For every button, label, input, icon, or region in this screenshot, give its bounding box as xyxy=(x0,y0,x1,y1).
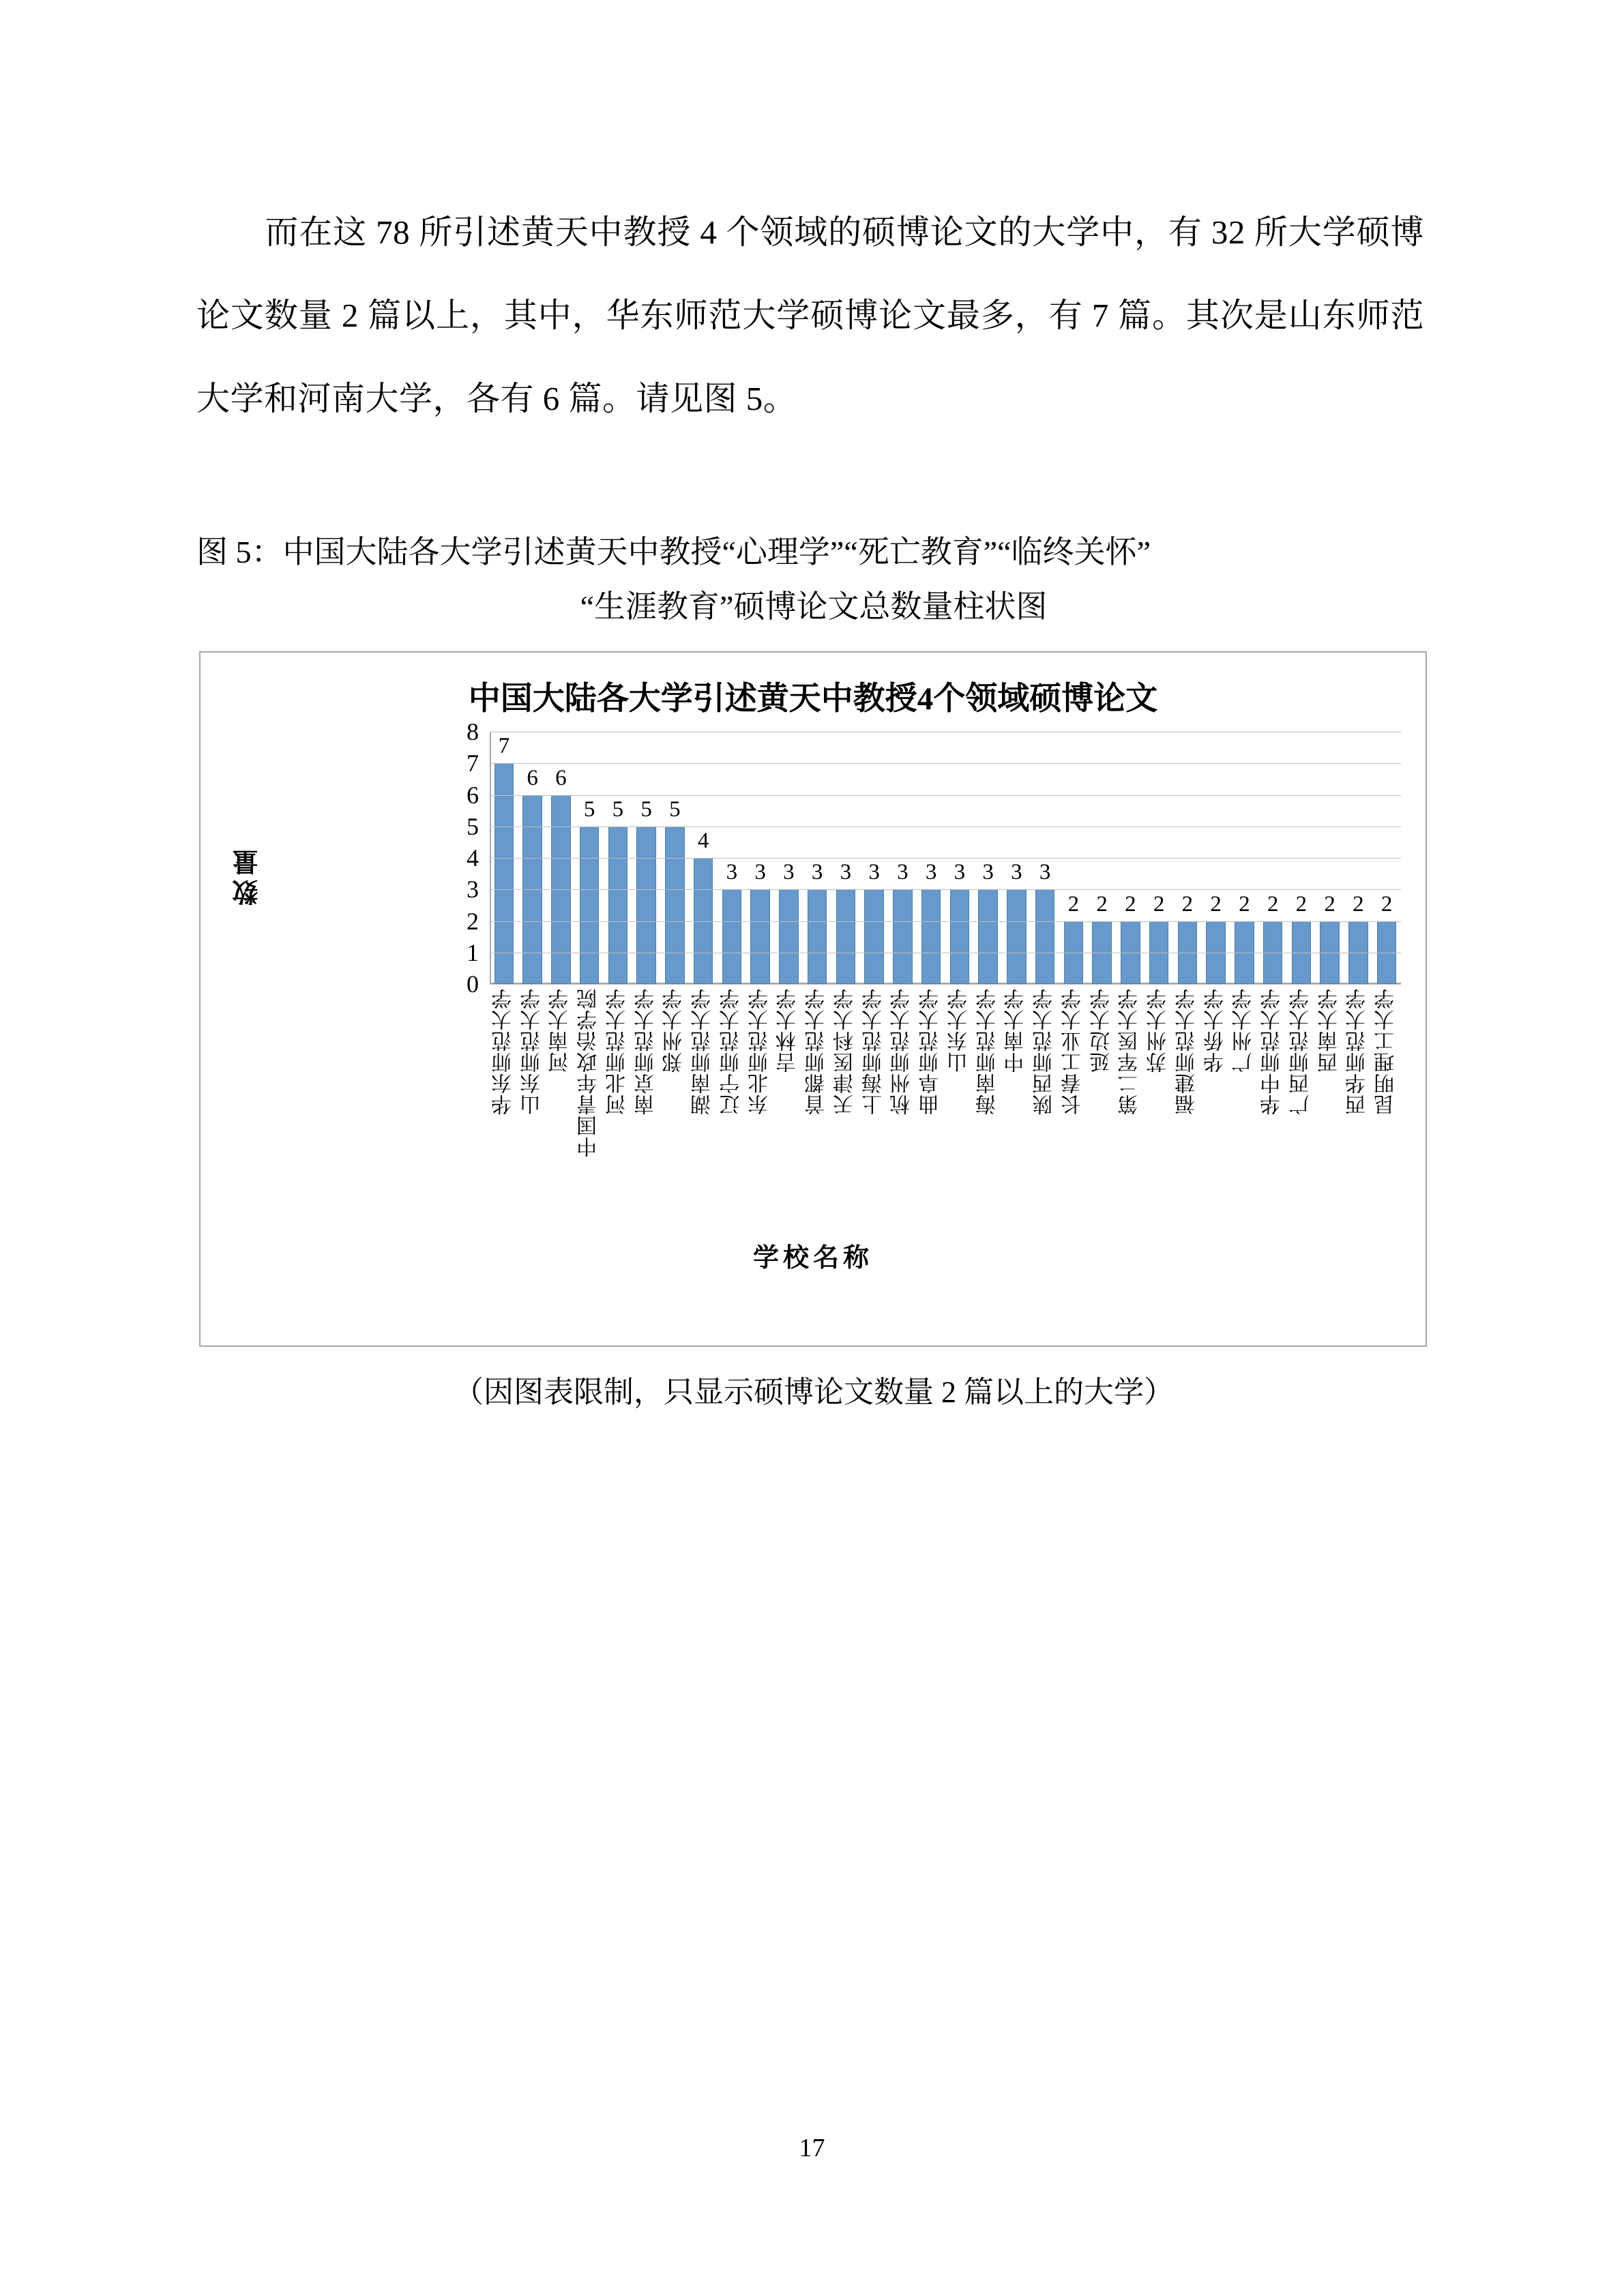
bar xyxy=(722,889,741,984)
x-axis-tick-text: 上海师范大学 xyxy=(862,988,885,1115)
x-axis-tick-text: 华东师范大学 xyxy=(492,988,515,1115)
x-axis-tick-text: 第二军医大学 xyxy=(1119,988,1142,1115)
x-axis-tick-label xyxy=(1287,988,1316,1213)
bar-value-label: 3 xyxy=(811,860,823,885)
bar xyxy=(893,889,912,984)
bar-value-label: 3 xyxy=(1039,860,1051,885)
x-axis-tick-label xyxy=(632,988,661,1213)
x-axis-tick-label xyxy=(945,988,974,1213)
x-axis-tick-text: 福建师范大学 xyxy=(1175,988,1198,1115)
x-axis-tick-text: 海南师范大学 xyxy=(976,988,999,1115)
y-axis-tick-label: 3 xyxy=(467,876,479,904)
x-axis-tick-text: 中国青年政治学院 xyxy=(578,988,601,1157)
y-gridline xyxy=(490,889,1401,890)
bar-value-label: 3 xyxy=(925,860,937,885)
x-axis-tick-text: 华侨大学 xyxy=(1204,988,1227,1073)
page-number: 17 xyxy=(799,2134,825,2162)
bar xyxy=(665,826,684,984)
bar xyxy=(978,889,997,984)
y-axis-tick-label: 5 xyxy=(467,812,479,840)
bar xyxy=(808,889,827,984)
x-axis-tick-label xyxy=(575,988,604,1213)
chart-container xyxy=(199,651,1427,1347)
bar-value-label: 3 xyxy=(868,860,880,885)
bar-value-label: 4 xyxy=(697,829,709,853)
bar-value-label: 3 xyxy=(754,860,766,885)
x-axis-tick-text: 东北师范大学 xyxy=(748,988,771,1115)
chart-plot-area xyxy=(467,718,1401,998)
bar-value-label: 3 xyxy=(897,860,909,885)
bar-value-label: 3 xyxy=(840,860,852,885)
y-axis-title: 数量 xyxy=(234,846,263,906)
x-axis-tick-label xyxy=(860,988,889,1213)
bar xyxy=(608,826,628,984)
bar-value-label: 5 xyxy=(612,796,624,822)
x-axis-tick-text: 广西师范大学 xyxy=(1289,988,1312,1115)
x-axis-tick-text: 华中师范大学 xyxy=(1261,988,1284,1115)
y-gridline xyxy=(490,858,1401,859)
y-gridline xyxy=(490,826,1401,827)
x-axis-tick-text: 辽宁师范大学 xyxy=(720,988,743,1115)
x-axis-tick-text: 西南大学 xyxy=(1318,988,1341,1073)
x-axis-tick-text: 陕西师范大学 xyxy=(1033,988,1057,1115)
y-axis-tick-label: 8 xyxy=(467,718,479,745)
y-gridline xyxy=(490,984,1401,985)
x-axis-tick-label xyxy=(1372,988,1401,1213)
y-axis-tick-label: 2 xyxy=(467,907,479,935)
bar xyxy=(836,889,855,984)
bar-value-label: 7 xyxy=(498,734,510,759)
bar-value-label: 5 xyxy=(640,796,652,822)
x-axis-tick-text: 河南大学 xyxy=(549,988,572,1073)
x-axis-tick-label xyxy=(889,988,917,1213)
x-axis-tick-label xyxy=(1031,988,1059,1213)
x-axis-tick-text: 西华师范大学 xyxy=(1346,988,1370,1115)
x-axis-tick-label xyxy=(718,988,746,1213)
paragraph-text: 而在这 78 所引述黄天中教授 4 个领域的硕博论文的大学中，有 32 所大学硕博论文数量 2 篇以上，其中，华东师范大学硕博论文最多，有 7 篇。其次是山东师范大学和河南大学，各有 6 篇。请见图 5。 xyxy=(196,213,1424,417)
x-axis-tick-label xyxy=(689,988,718,1213)
figure-caption-line-2: “生涯教育”硕博论文总数量柱状图 xyxy=(580,589,1048,624)
y-axis-tick-label: 6 xyxy=(467,781,479,809)
x-axis-tick-text: 延边大学 xyxy=(1090,988,1113,1073)
bar xyxy=(1035,889,1054,984)
x-axis-tick-text: 曲阜师范大学 xyxy=(919,988,943,1115)
bar-value-label: 2 xyxy=(1267,891,1279,916)
x-axis-tick-label xyxy=(831,988,860,1213)
bar xyxy=(950,889,969,984)
bar xyxy=(779,889,798,984)
x-axis-tick-text: 昆明理工大学 xyxy=(1375,988,1398,1115)
x-axis-tick-text: 中南大学 xyxy=(1005,988,1028,1073)
bar-value-label: 2 xyxy=(1125,891,1136,916)
bar-value-label: 3 xyxy=(954,860,966,885)
x-axis-tick-label xyxy=(1088,988,1117,1213)
bar-value-label: 2 xyxy=(1353,891,1364,916)
x-axis-tick-text: 首都师范大学 xyxy=(806,988,829,1115)
bar-value-label: 3 xyxy=(726,860,738,885)
x-axis-title: 学校名称 xyxy=(752,1244,873,1272)
x-axis-tick-label xyxy=(518,988,547,1213)
x-axis-tick-label xyxy=(1230,988,1259,1213)
bar xyxy=(750,889,769,984)
y-gridline xyxy=(490,795,1401,796)
body-paragraph xyxy=(196,191,1424,441)
y-axis-tick-label: 7 xyxy=(467,749,479,777)
y-axis-tick-label: 0 xyxy=(467,970,479,998)
chart-title: 中国大陆各大学引述黄天中教授4个领域硕博论文 xyxy=(468,681,1158,717)
x-axis-tick-text: 天津医科大学 xyxy=(833,988,857,1115)
bar-value-label: 2 xyxy=(1067,891,1080,916)
x-axis-tick-label xyxy=(974,988,1003,1213)
x-axis-tick-label xyxy=(1117,988,1145,1213)
x-axis-tick-text: 南京师范大学 xyxy=(634,988,658,1115)
bar-value-label: 2 xyxy=(1295,891,1308,916)
bar-value-label: 2 xyxy=(1239,891,1250,916)
x-axis-tick-labels xyxy=(490,988,1401,1213)
x-axis-tick-text: 长春工业大学 xyxy=(1061,988,1084,1115)
x-axis-tick-label xyxy=(917,988,945,1213)
bar xyxy=(1007,889,1026,984)
bar-value-label: 3 xyxy=(982,860,994,885)
bar-value-label: 2 xyxy=(1324,891,1335,916)
x-axis-tick-label xyxy=(1145,988,1173,1213)
bar xyxy=(494,763,514,984)
bar-value-label: 2 xyxy=(1181,891,1194,916)
x-axis-tick-label xyxy=(1202,988,1230,1213)
x-axis-tick-text: 河北师范大学 xyxy=(606,988,629,1115)
bar-value-label: 2 xyxy=(1381,891,1393,916)
x-axis-tick-text: 杭州师范大学 xyxy=(891,988,914,1115)
bar xyxy=(921,889,941,984)
x-axis-tick-label xyxy=(1173,988,1202,1213)
x-axis-tick-text: 湖南师范大学 xyxy=(692,988,715,1115)
x-axis-tick-text: 郑州大学 xyxy=(663,988,686,1073)
bar-value-label: 2 xyxy=(1153,891,1165,916)
x-axis-tick-label xyxy=(1316,988,1344,1213)
x-axis-tick-label xyxy=(547,988,576,1213)
bar-value-label: 2 xyxy=(1096,891,1108,916)
x-axis-tick-label xyxy=(803,988,831,1213)
x-axis-tick-text: 吉林大学 xyxy=(777,988,800,1073)
x-axis-tick-label xyxy=(1344,988,1373,1213)
x-axis-tick-label xyxy=(1258,988,1287,1213)
x-axis-tick-label xyxy=(775,988,803,1213)
y-gridline xyxy=(490,921,1401,922)
x-axis-tick-text: 苏州大学 xyxy=(1147,988,1170,1073)
x-axis-tick-label xyxy=(490,988,518,1213)
x-axis-tick-label xyxy=(604,988,632,1213)
figure-note: （因图表限制，只显示硕博论文数量 2 篇以上的大学） xyxy=(454,1375,1174,1409)
figure-caption-line-1: 图 5：中国大陆各大学引述黄天中教授“心理学”“死亡教育”“临终关怀” xyxy=(196,535,1151,569)
bar-value-label: 3 xyxy=(783,860,795,885)
bar-value-label: 5 xyxy=(669,796,681,822)
x-axis-tick-text: 广州大学 xyxy=(1232,988,1256,1073)
bar-value-label: 6 xyxy=(555,765,567,790)
figure-caption xyxy=(196,525,1431,634)
bar-value-label: 2 xyxy=(1210,891,1222,916)
x-axis-tick-label xyxy=(1003,988,1031,1213)
x-axis-tick-text: 山东师范大学 xyxy=(520,988,544,1115)
bar xyxy=(636,826,655,984)
y-gridline xyxy=(490,763,1401,764)
x-axis-tick-text: 山东大学 xyxy=(947,988,971,1073)
y-axis-tick-label: 4 xyxy=(467,844,479,871)
bar xyxy=(580,826,599,984)
bar-value-label: 5 xyxy=(583,796,595,822)
x-axis-tick-label xyxy=(661,988,690,1213)
y-axis-tick-label: 1 xyxy=(467,938,479,966)
x-axis-tick-label xyxy=(746,988,775,1213)
x-axis-tick-label xyxy=(1059,988,1088,1213)
bar-value-label: 6 xyxy=(527,765,538,790)
bar xyxy=(864,889,883,984)
bar-value-label: 3 xyxy=(1011,860,1022,885)
